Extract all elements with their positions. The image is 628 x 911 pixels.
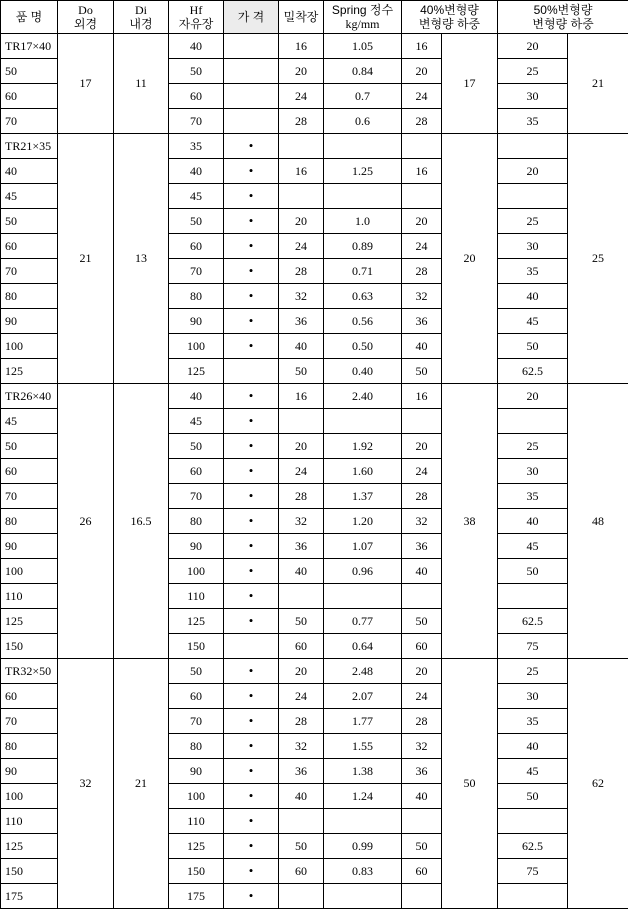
compressed-length-cell: 36 xyxy=(279,309,324,334)
compressed-length-cell: 50 xyxy=(279,359,324,384)
compressed-length-cell: 20 xyxy=(279,59,324,84)
free-length-cell: 50 xyxy=(169,59,224,84)
header-free-length: Hf 자유장 xyxy=(169,1,224,34)
product-name-cell: 125 xyxy=(1,834,58,859)
price-cell: • xyxy=(224,209,279,234)
free-length-cell: 125 xyxy=(169,359,224,384)
deflection-40-cell: 16 xyxy=(402,34,442,59)
deflection-50-cell xyxy=(498,184,568,209)
deflection-50-cell: 20 xyxy=(498,384,568,409)
deflection-50-cell: 50 xyxy=(498,784,568,809)
deflection-50-cell xyxy=(498,809,568,834)
compressed-length-cell: 28 xyxy=(279,109,324,134)
inner-diameter-cell: 13 xyxy=(114,134,169,384)
product-name-cell: 100 xyxy=(1,784,58,809)
product-name-cell: 50 xyxy=(1,59,58,84)
spring-constant-cell xyxy=(324,184,402,209)
price-cell: • xyxy=(224,784,279,809)
product-name-cell: 150 xyxy=(1,859,58,884)
compressed-length-cell: 28 xyxy=(279,484,324,509)
price-cell: • xyxy=(224,509,279,534)
free-length-cell: 125 xyxy=(169,609,224,634)
price-cell: • xyxy=(224,584,279,609)
price-cell: • xyxy=(224,859,279,884)
spring-constant-cell: 0.40 xyxy=(324,359,402,384)
price-cell: • xyxy=(224,459,279,484)
deflection-40-cell: 24 xyxy=(402,84,442,109)
free-length-cell: 45 xyxy=(169,184,224,209)
deflection-40-cell: 40 xyxy=(402,559,442,584)
product-name-cell: 150 xyxy=(1,634,58,659)
deflection-50-cell: 75 xyxy=(498,859,568,884)
product-name-cell: 100 xyxy=(1,559,58,584)
price-cell: • xyxy=(224,334,279,359)
load-40-cell: 50 xyxy=(442,659,498,909)
deflection-50-cell: 40 xyxy=(498,284,568,309)
spring-constant-cell: 0.6 xyxy=(324,109,402,134)
spring-constant-cell: 1.07 xyxy=(324,534,402,559)
spring-constant-cell: 0.96 xyxy=(324,559,402,584)
table-row xyxy=(1,34,628,59)
price-cell xyxy=(224,59,279,84)
header-deflection-50: 50%변형량 변형량 하중 xyxy=(498,1,628,34)
product-name-cell: TR21×35 xyxy=(1,134,58,159)
deflection-40-cell: 32 xyxy=(402,509,442,534)
spring-constant-cell xyxy=(324,809,402,834)
deflection-50-cell: 25 xyxy=(498,209,568,234)
deflection-50-cell: 75 xyxy=(498,634,568,659)
product-name-cell: TR32×50 xyxy=(1,659,58,684)
deflection-50-cell: 35 xyxy=(498,259,568,284)
free-length-cell: 60 xyxy=(169,684,224,709)
free-length-cell: 80 xyxy=(169,509,224,534)
spring-constant-cell: 1.60 xyxy=(324,459,402,484)
spring-constant-cell: 1.20 xyxy=(324,509,402,534)
deflection-40-cell xyxy=(402,184,442,209)
deflection-50-cell: 25 xyxy=(498,59,568,84)
product-name-cell: 60 xyxy=(1,459,58,484)
price-cell: • xyxy=(224,659,279,684)
compressed-length-cell: 50 xyxy=(279,609,324,634)
deflection-50-cell xyxy=(498,884,568,909)
deflection-50-cell xyxy=(498,584,568,609)
product-name-cell: 60 xyxy=(1,84,58,109)
price-cell: • xyxy=(224,809,279,834)
compressed-length-cell: 40 xyxy=(279,559,324,584)
compressed-length-cell xyxy=(279,409,324,434)
free-length-cell: 45 xyxy=(169,409,224,434)
deflection-50-cell: 35 xyxy=(498,484,568,509)
free-length-cell: 40 xyxy=(169,159,224,184)
deflection-50-cell: 20 xyxy=(498,34,568,59)
spring-constant-cell: 1.92 xyxy=(324,434,402,459)
table-row xyxy=(1,659,628,684)
spring-constant-cell: 0.84 xyxy=(324,59,402,84)
deflection-50-cell: 35 xyxy=(498,709,568,734)
price-cell: • xyxy=(224,484,279,509)
product-name-cell: 80 xyxy=(1,509,58,534)
price-cell: • xyxy=(224,384,279,409)
load-40-cell: 17 xyxy=(442,34,498,134)
compressed-length-cell: 32 xyxy=(279,734,324,759)
price-cell: • xyxy=(224,409,279,434)
deflection-50-cell: 25 xyxy=(498,659,568,684)
compressed-length-cell: 20 xyxy=(279,659,324,684)
product-name-cell: TR17×40 xyxy=(1,34,58,59)
product-name-cell: 100 xyxy=(1,334,58,359)
price-cell: • xyxy=(224,259,279,284)
spring-constant-cell: 1.37 xyxy=(324,484,402,509)
deflection-50-cell: 62.5 xyxy=(498,359,568,384)
spring-constant-cell: 1.77 xyxy=(324,709,402,734)
compressed-length-cell xyxy=(279,584,324,609)
compressed-length-cell: 24 xyxy=(279,459,324,484)
deflection-40-cell xyxy=(402,809,442,834)
deflection-40-cell: 20 xyxy=(402,209,442,234)
product-name-cell: 125 xyxy=(1,609,58,634)
compressed-length-cell: 60 xyxy=(279,634,324,659)
free-length-cell: 110 xyxy=(169,809,224,834)
deflection-40-cell: 32 xyxy=(402,284,442,309)
spring-constant-cell: 0.89 xyxy=(324,234,402,259)
free-length-cell: 125 xyxy=(169,834,224,859)
product-name-cell: 175 xyxy=(1,884,58,909)
free-length-cell: 35 xyxy=(169,134,224,159)
deflection-50-cell: 62.5 xyxy=(498,609,568,634)
product-name-cell: 90 xyxy=(1,309,58,334)
compressed-length-cell: 28 xyxy=(279,259,324,284)
header-inner-diameter: Di 내경 xyxy=(114,1,169,34)
free-length-cell: 80 xyxy=(169,284,224,309)
free-length-cell: 60 xyxy=(169,84,224,109)
deflection-40-cell: 24 xyxy=(402,459,442,484)
price-cell: • xyxy=(224,434,279,459)
deflection-40-cell: 50 xyxy=(402,359,442,384)
free-length-cell: 40 xyxy=(169,384,224,409)
outer-diameter-cell: 17 xyxy=(58,34,114,134)
spring-constant-cell xyxy=(324,884,402,909)
compressed-length-cell: 20 xyxy=(279,209,324,234)
header-compressed-length: 밀착장 xyxy=(279,1,324,34)
free-length-cell: 90 xyxy=(169,534,224,559)
spring-constant-cell: 0.63 xyxy=(324,284,402,309)
deflection-40-cell: 36 xyxy=(402,759,442,784)
load-50-cell: 62 xyxy=(568,659,628,909)
deflection-50-cell xyxy=(498,134,568,159)
free-length-cell: 150 xyxy=(169,859,224,884)
spring-constant-cell: 0.7 xyxy=(324,84,402,109)
load-40-cell: 38 xyxy=(442,384,498,659)
product-name-cell: 60 xyxy=(1,234,58,259)
free-length-cell: 100 xyxy=(169,559,224,584)
compressed-length-cell xyxy=(279,184,324,209)
header-price: 가 격 xyxy=(224,1,279,34)
table-row xyxy=(1,134,628,159)
price-cell: • xyxy=(224,309,279,334)
deflection-40-cell: 28 xyxy=(402,484,442,509)
free-length-cell: 90 xyxy=(169,309,224,334)
deflection-50-cell: 50 xyxy=(498,559,568,584)
deflection-50-cell: 62.5 xyxy=(498,834,568,859)
deflection-40-cell: 28 xyxy=(402,109,442,134)
spring-constant-cell: 0.71 xyxy=(324,259,402,284)
price-cell: • xyxy=(224,759,279,784)
compressed-length-cell: 50 xyxy=(279,834,324,859)
compressed-length-cell: 28 xyxy=(279,709,324,734)
product-name-cell: 70 xyxy=(1,484,58,509)
deflection-40-cell: 40 xyxy=(402,334,442,359)
deflection-50-cell: 25 xyxy=(498,434,568,459)
deflection-50-cell: 45 xyxy=(498,534,568,559)
compressed-length-cell: 16 xyxy=(279,34,324,59)
price-cell: • xyxy=(224,234,279,259)
compressed-length-cell: 36 xyxy=(279,534,324,559)
free-length-cell: 100 xyxy=(169,334,224,359)
price-cell: • xyxy=(224,184,279,209)
compressed-length-cell: 24 xyxy=(279,234,324,259)
load-50-cell: 48 xyxy=(568,384,628,659)
compressed-length-cell: 36 xyxy=(279,759,324,784)
compressed-length-cell xyxy=(279,809,324,834)
compressed-length-cell: 20 xyxy=(279,434,324,459)
compressed-length-cell xyxy=(279,134,324,159)
compressed-length-cell: 16 xyxy=(279,384,324,409)
price-cell: • xyxy=(224,734,279,759)
deflection-40-cell: 28 xyxy=(402,709,442,734)
product-name-cell: 50 xyxy=(1,209,58,234)
free-length-cell: 60 xyxy=(169,459,224,484)
spring-constant-cell: 1.0 xyxy=(324,209,402,234)
load-50-cell: 25 xyxy=(568,134,628,384)
free-length-cell: 70 xyxy=(169,484,224,509)
product-name-cell: 70 xyxy=(1,109,58,134)
spring-constant-cell: 1.05 xyxy=(324,34,402,59)
price-cell xyxy=(224,359,279,384)
price-cell: • xyxy=(224,609,279,634)
spring-constant-cell: 1.25 xyxy=(324,159,402,184)
load-50-cell: 21 xyxy=(568,34,628,134)
spring-constant-cell: 1.55 xyxy=(324,734,402,759)
deflection-50-cell: 35 xyxy=(498,109,568,134)
compressed-length-cell: 32 xyxy=(279,284,324,309)
price-cell: • xyxy=(224,534,279,559)
spring-constant-cell: 2.48 xyxy=(324,659,402,684)
compressed-length-cell: 32 xyxy=(279,509,324,534)
spring-constant-cell: 0.83 xyxy=(324,859,402,884)
header-outer-diameter: Do 외경 xyxy=(58,1,114,34)
spring-constant-cell: 0.64 xyxy=(324,634,402,659)
deflection-40-cell: 36 xyxy=(402,534,442,559)
deflection-40-cell: 20 xyxy=(402,59,442,84)
free-length-cell: 175 xyxy=(169,884,224,909)
compressed-length-cell: 24 xyxy=(279,84,324,109)
spring-constant-cell: 0.99 xyxy=(324,834,402,859)
table-body xyxy=(1,34,628,909)
deflection-50-cell: 30 xyxy=(498,459,568,484)
header-deflection-40: 40%변형량 변형량 하중 xyxy=(402,1,498,34)
product-name-cell: 125 xyxy=(1,359,58,384)
deflection-40-cell: 32 xyxy=(402,734,442,759)
deflection-50-cell: 45 xyxy=(498,309,568,334)
spring-constant-cell: 1.24 xyxy=(324,784,402,809)
deflection-40-cell: 50 xyxy=(402,834,442,859)
product-name-cell: 60 xyxy=(1,684,58,709)
price-cell xyxy=(224,634,279,659)
free-length-cell: 50 xyxy=(169,434,224,459)
free-length-cell: 110 xyxy=(169,584,224,609)
table-row xyxy=(1,384,628,409)
spring-constant-cell xyxy=(324,584,402,609)
free-length-cell: 80 xyxy=(169,734,224,759)
deflection-40-cell: 20 xyxy=(402,434,442,459)
product-name-cell: 90 xyxy=(1,534,58,559)
product-name-cell: 70 xyxy=(1,259,58,284)
compressed-length-cell xyxy=(279,884,324,909)
deflection-40-cell xyxy=(402,584,442,609)
deflection-40-cell: 50 xyxy=(402,609,442,634)
deflection-40-cell: 40 xyxy=(402,784,442,809)
product-name-cell: 80 xyxy=(1,734,58,759)
inner-diameter-cell: 16.5 xyxy=(114,384,169,659)
product-name-cell: 45 xyxy=(1,409,58,434)
deflection-40-cell: 20 xyxy=(402,659,442,684)
free-length-cell: 150 xyxy=(169,634,224,659)
product-name-cell: TR26×40 xyxy=(1,384,58,409)
deflection-50-cell xyxy=(498,409,568,434)
deflection-40-cell: 16 xyxy=(402,159,442,184)
deflection-40-cell: 60 xyxy=(402,859,442,884)
price-cell: • xyxy=(224,684,279,709)
outer-diameter-cell: 32 xyxy=(58,659,114,909)
price-cell: • xyxy=(224,709,279,734)
price-cell xyxy=(224,84,279,109)
compressed-length-cell: 24 xyxy=(279,684,324,709)
product-name-cell: 110 xyxy=(1,809,58,834)
spring-constant-cell: 2.07 xyxy=(324,684,402,709)
free-length-cell: 70 xyxy=(169,709,224,734)
deflection-40-cell xyxy=(402,134,442,159)
deflection-40-cell: 16 xyxy=(402,384,442,409)
spring-constant-cell xyxy=(324,409,402,434)
compressed-length-cell: 16 xyxy=(279,159,324,184)
deflection-50-cell: 30 xyxy=(498,84,568,109)
inner-diameter-cell: 21 xyxy=(114,659,169,909)
product-name-cell: 80 xyxy=(1,284,58,309)
header-name: 품 명 xyxy=(1,1,58,34)
price-cell xyxy=(224,34,279,59)
spring-constant-cell: 0.50 xyxy=(324,334,402,359)
price-cell: • xyxy=(224,834,279,859)
free-length-cell: 50 xyxy=(169,659,224,684)
header-spring-constant: Spring 정수 kg/mm xyxy=(324,1,402,34)
free-length-cell: 60 xyxy=(169,234,224,259)
product-name-cell: 50 xyxy=(1,434,58,459)
product-name-cell: 45 xyxy=(1,184,58,209)
deflection-50-cell: 40 xyxy=(498,734,568,759)
price-cell xyxy=(224,109,279,134)
price-cell: • xyxy=(224,134,279,159)
deflection-50-cell: 40 xyxy=(498,509,568,534)
compressed-length-cell: 40 xyxy=(279,784,324,809)
spring-constant-cell xyxy=(324,134,402,159)
header-row xyxy=(1,1,628,34)
product-name-cell: 70 xyxy=(1,709,58,734)
deflection-40-cell: 60 xyxy=(402,634,442,659)
deflection-50-cell: 30 xyxy=(498,234,568,259)
deflection-50-cell: 50 xyxy=(498,334,568,359)
free-length-cell: 40 xyxy=(169,34,224,59)
spring-constant-cell: 1.38 xyxy=(324,759,402,784)
free-length-cell: 70 xyxy=(169,109,224,134)
deflection-50-cell: 20 xyxy=(498,159,568,184)
spring-constant-cell: 0.77 xyxy=(324,609,402,634)
product-name-cell: 40 xyxy=(1,159,58,184)
free-length-cell: 70 xyxy=(169,259,224,284)
free-length-cell: 100 xyxy=(169,784,224,809)
deflection-40-cell: 24 xyxy=(402,684,442,709)
product-name-cell: 110 xyxy=(1,584,58,609)
product-name-cell: 90 xyxy=(1,759,58,784)
deflection-40-cell xyxy=(402,884,442,909)
outer-diameter-cell: 26 xyxy=(58,384,114,659)
inner-diameter-cell: 11 xyxy=(114,34,169,134)
deflection-40-cell: 36 xyxy=(402,309,442,334)
load-40-cell: 20 xyxy=(442,134,498,384)
deflection-50-cell: 45 xyxy=(498,759,568,784)
spring-constant-cell: 0.56 xyxy=(324,309,402,334)
deflection-40-cell: 24 xyxy=(402,234,442,259)
price-cell: • xyxy=(224,284,279,309)
compressed-length-cell: 40 xyxy=(279,334,324,359)
deflection-40-cell xyxy=(402,409,442,434)
price-cell: • xyxy=(224,884,279,909)
price-cell: • xyxy=(224,559,279,584)
free-length-cell: 90 xyxy=(169,759,224,784)
compressed-length-cell: 60 xyxy=(279,859,324,884)
deflection-50-cell: 30 xyxy=(498,684,568,709)
price-cell: • xyxy=(224,159,279,184)
free-length-cell: 50 xyxy=(169,209,224,234)
deflection-40-cell: 28 xyxy=(402,259,442,284)
spring-constant-cell: 2.40 xyxy=(324,384,402,409)
outer-diameter-cell: 21 xyxy=(58,134,114,384)
